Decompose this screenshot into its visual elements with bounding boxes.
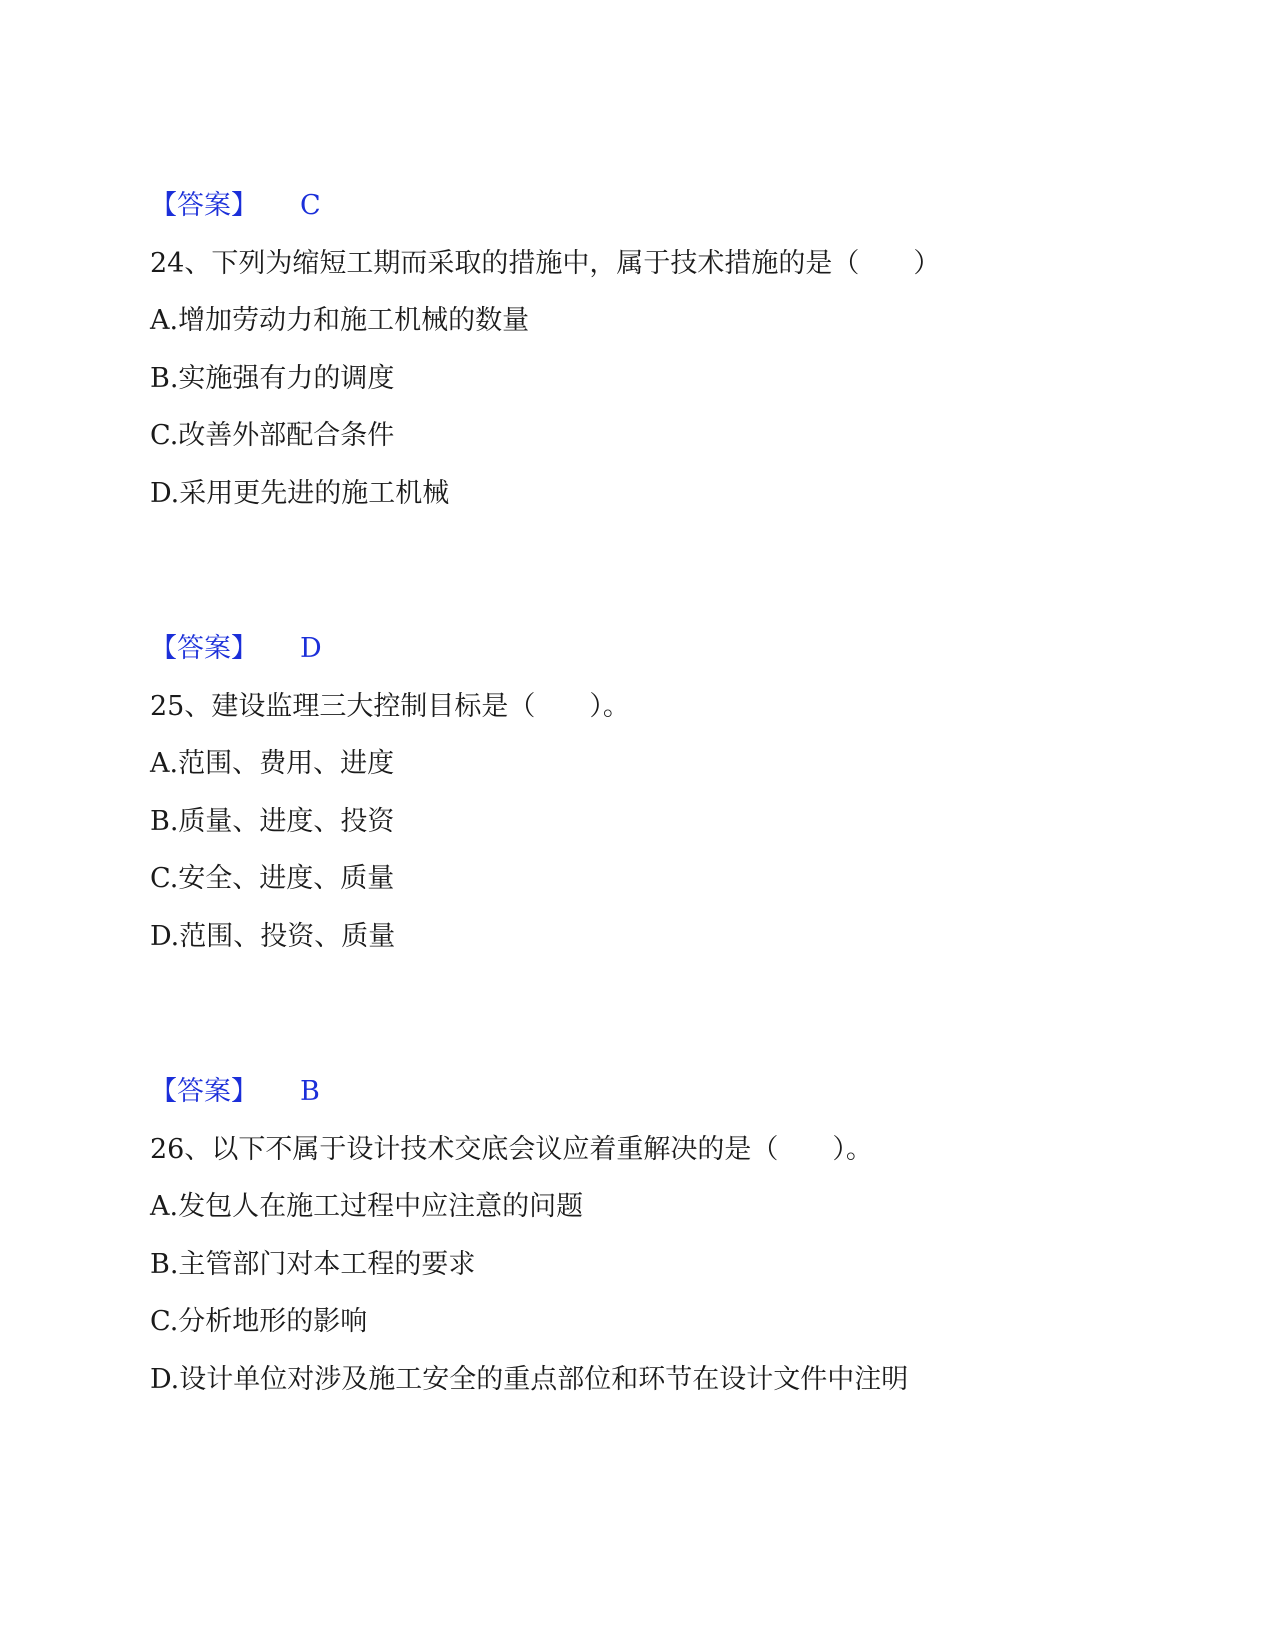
question-block-25	[150, 620, 1150, 965]
option-a: A.发包人在施工过程中应注意的问题	[150, 1191, 584, 1222]
answer-value: C	[300, 190, 321, 221]
answer-tag: 【答案】	[150, 633, 258, 664]
option-b: B.实施强有力的调度	[150, 362, 395, 394]
option-c: C.分析地形的影响	[150, 1306, 368, 1337]
answer-line	[150, 620, 1150, 678]
question-stem: 26、以下不属于设计技术交底会议应着重解决的是（ ）。	[150, 1133, 873, 1165]
option-c: C.安全、进度、质量	[150, 863, 395, 894]
option-d: D.采用更先进的施工机械	[150, 477, 450, 509]
question-block-24	[150, 177, 1150, 522]
option-d: D.范围、投资、质量	[150, 920, 396, 952]
question-stem: 25、建设监理三大控制目标是（ ）。	[150, 690, 630, 722]
question-stem: 24、下列为缩短工期而采取的措施中，属于技术措施的是（ ）	[150, 247, 941, 279]
answer-value: B	[300, 1076, 320, 1107]
option-b: B.质量、进度、投资	[150, 805, 395, 837]
answer-tag: 【答案】	[150, 1076, 258, 1107]
answer-line	[150, 177, 1150, 235]
answer-line	[150, 1063, 1150, 1121]
question-block-26	[150, 1063, 1150, 1408]
option-d: D.设计单位对涉及施工安全的重点部位和环节在设计文件中注明	[150, 1363, 909, 1395]
answer-tag: 【答案】	[150, 190, 258, 221]
option-a: A.增加劳动力和施工机械的数量	[150, 305, 530, 336]
answer-value: D	[300, 633, 322, 664]
option-b: B.主管部门对本工程的要求	[150, 1248, 476, 1280]
option-a: A.范围、费用、进度	[150, 748, 395, 779]
option-c: C.改善外部配合条件	[150, 420, 395, 451]
